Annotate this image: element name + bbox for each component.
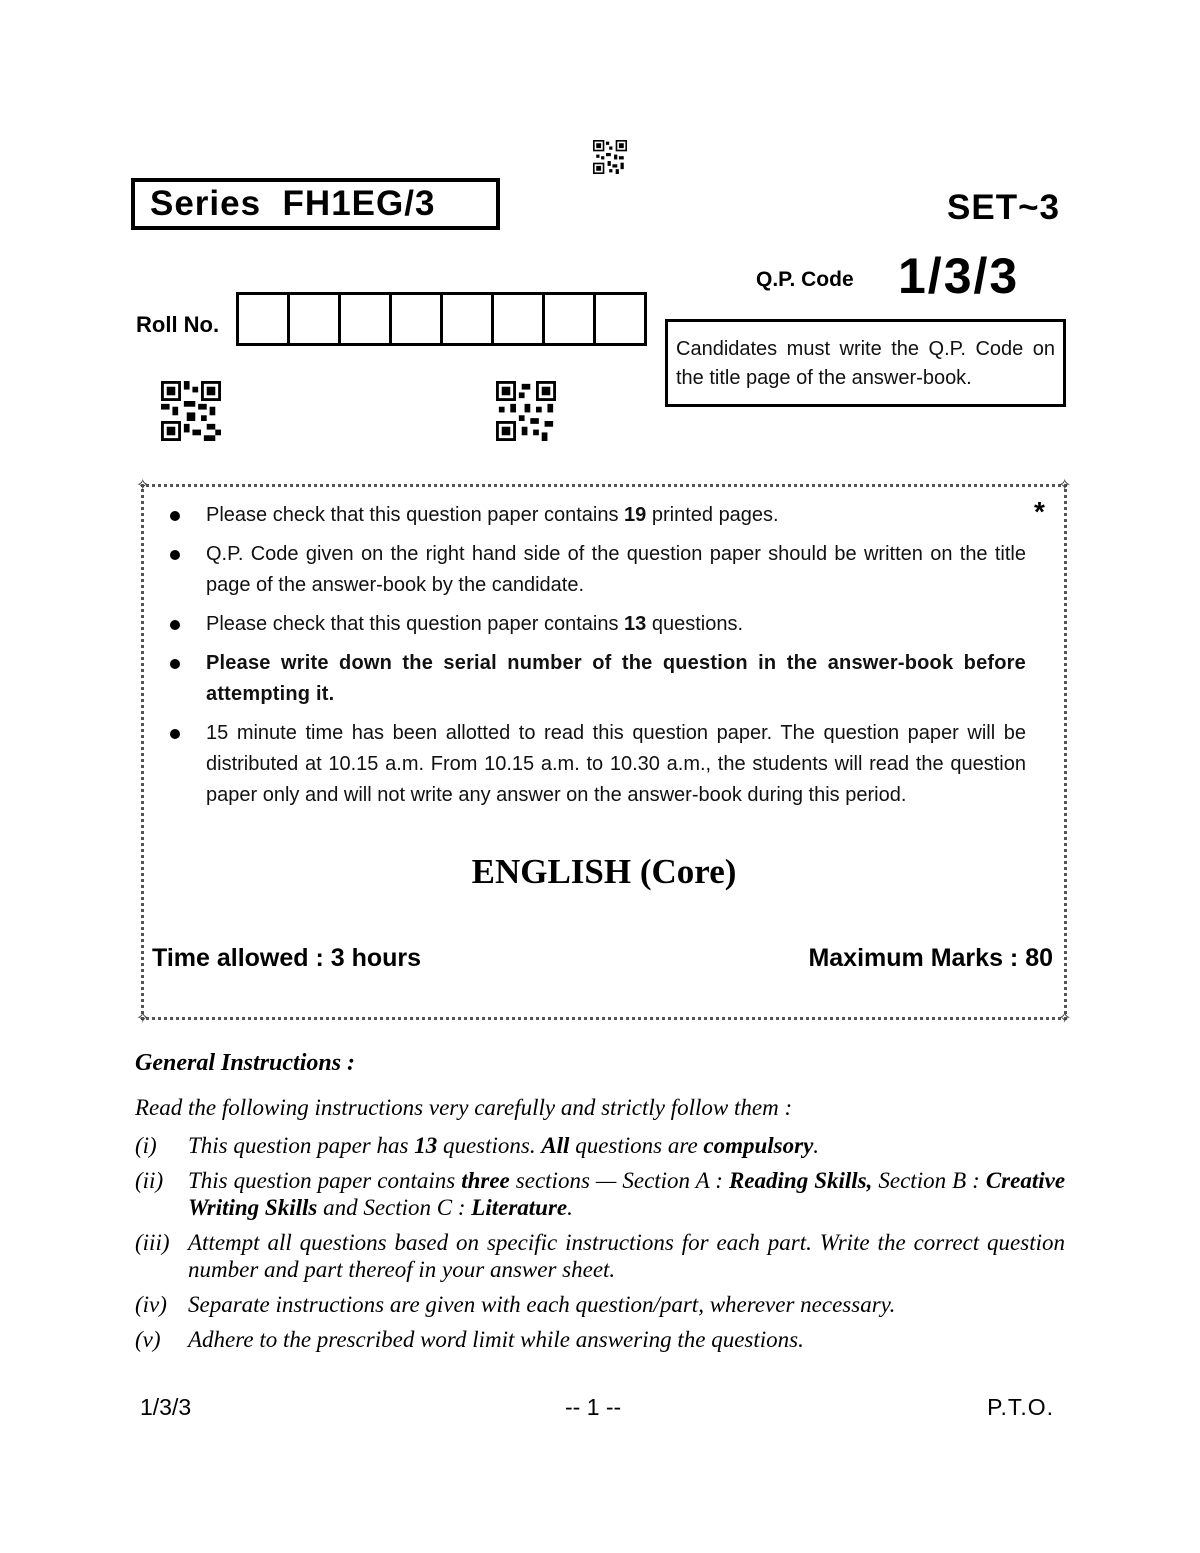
qp-code-value: 1/3/3: [898, 248, 1020, 304]
instruction-item: Please write down the serial number of the question in the answer-book before attempting it.: [168, 648, 1026, 710]
bullet-icon: [170, 550, 180, 560]
bullet-icon: [170, 659, 180, 669]
roll-number-cell[interactable]: [341, 295, 392, 343]
qp-code-label: Q.P. Code: [756, 268, 854, 291]
instruction-list: [168, 500, 1026, 819]
subject-title: ENGLISH (Core): [471, 852, 737, 891]
bullet-icon: [170, 620, 180, 630]
frame-corner-icon: ✧: [1058, 477, 1072, 494]
general-instruction-item: (ii) This question paper contains three sections — Section A : Reading Skills, Section B : Creative Writing Skills and Section C : Literature.: [135, 1168, 1066, 1220]
roll-number-cell[interactable]: [545, 295, 596, 343]
general-instruction-item: (i) This question paper has 13 questions. All questions are compulsory.: [135, 1133, 820, 1158]
frame-corner-icon: ✧: [136, 477, 150, 494]
roll-number-label: Roll No.: [136, 312, 220, 337]
frame-corner-icon: ✧: [136, 1010, 150, 1027]
time-allowed: Time allowed : 3 hours: [152, 944, 422, 972]
frame-corner-icon: ✧: [1058, 1010, 1072, 1027]
instruction-item: 15 minute time has been allotted to read this question paper. The question paper will be distributed at 10.15 a.m. From 10.15 a.m. to 10.30 a.m., the students will read the question paper only and will not write any answer on the answer-book during this period.: [168, 718, 1026, 811]
roll-number-cell[interactable]: [596, 295, 647, 343]
roll-number-cell[interactable]: [290, 295, 341, 343]
footer-qp-code: 1/3/3: [140, 1394, 192, 1420]
roll-number-boxes[interactable]: [236, 292, 647, 346]
instruction-item: Q.P. Code given on the right hand side of the question paper should be written on the title page of the answer-book by the candidate.: [168, 539, 1026, 601]
star-mark: *: [1034, 496, 1045, 527]
roll-number-cell[interactable]: [392, 295, 443, 343]
general-instructions-list: [135, 1132, 1065, 1361]
maximum-marks: Maximum Marks : 80: [808, 944, 1053, 972]
footer-pto: P.T.O.: [987, 1394, 1054, 1420]
qr-code-icon: [496, 381, 556, 441]
series-label: Series FH1EG/3: [150, 184, 436, 223]
bullet-icon: [170, 729, 180, 739]
qr-code-icon: [160, 381, 222, 441]
series-box: [131, 178, 500, 230]
candidates-note-box: [665, 319, 1066, 407]
roll-number-cell[interactable]: [443, 295, 494, 343]
general-instruction-item: (iii) Attempt all questions based on specific instructions for each part. Write the correct question number and part thereof in your answer sheet.: [135, 1230, 1065, 1282]
general-instruction-item: (v) Adhere to the prescribed word limit while answering the questions.: [135, 1327, 804, 1352]
roll-number-cell[interactable]: [239, 295, 290, 343]
general-instructions-heading: General Instructions :: [135, 1050, 356, 1076]
roll-number-cell[interactable]: [494, 295, 545, 343]
instruction-item: Please check that this question paper contains 13 questions.: [168, 609, 1026, 640]
candidates-note: Candidates must write the Q.P. Code on the title page of the answer-book.: [676, 338, 1055, 389]
general-instruction-item: (iv) Separate instructions are given with each question/part, wherever necessary.: [135, 1292, 896, 1317]
footer-page-number: -- 1 --: [565, 1394, 622, 1420]
bullet-icon: [170, 511, 180, 521]
set-label: SET~3: [947, 188, 1060, 227]
qr-code-icon: [593, 140, 627, 174]
general-instructions-intro: Read the following instructions very carefully and strictly follow them :: [135, 1095, 793, 1120]
instruction-item: Please check that this question paper contains 19 printed pages.: [168, 500, 1026, 531]
